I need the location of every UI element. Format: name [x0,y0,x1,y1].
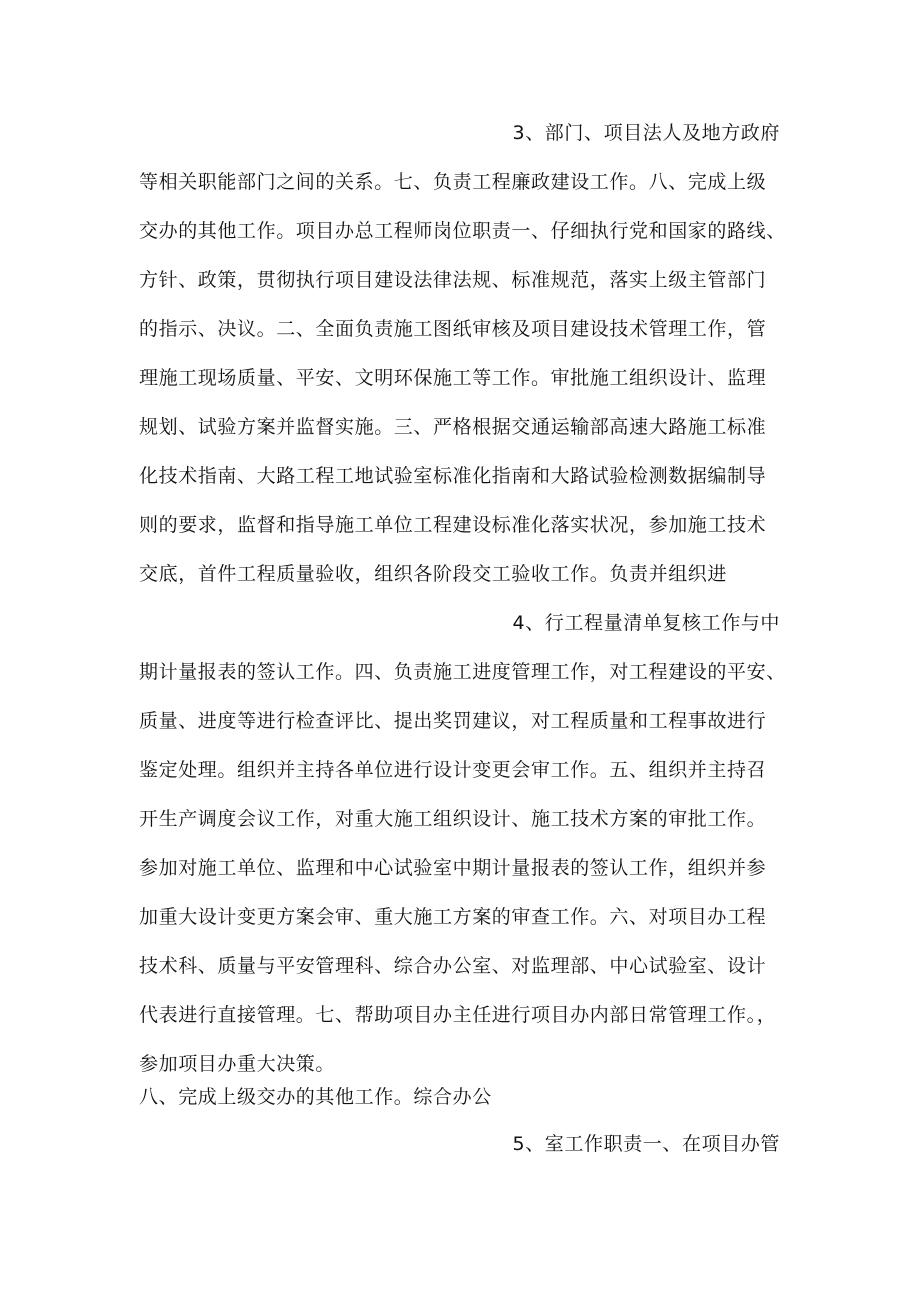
text-line: 交办的其他工作。项目办总工程师岗位职责一、仔细执行党和国家的路线、 [139,220,786,242]
text-line: 八、完成上级交办的其他工作。综合办公 [139,1086,492,1108]
text-line: 的指示、决议。二、全面负责施工图纸审核及项目建设技术管理工作，管 [139,318,767,340]
text-line: 等相关职能部门之间的关系。七、负责工程廉政建设工作。八、完成上级 [139,171,767,193]
text-line: 参加对施工单位、监理和中心试验室中期计量报表的签认工作，组织并参 [139,857,767,879]
text-line: 3、部门、项目法人及地方政府 [512,122,780,144]
text-line: 期计量报表的签认工作。四、负责施工进度管理工作，对工程建设的平安、 [139,661,786,683]
text-line: 化技术指南、大路工程工地试验室标准化指南和大路试验检测数据编制导 [139,465,767,487]
text-line: 开生产调度会议工作，对重大施工组织设计、施工技术方案的审批工作。 [139,808,767,830]
text-line: 质量、进度等进行检查评比、提出奖罚建议，对工程质量和工程事故进行 [139,710,767,732]
text-line: 加重大设计变更方案会审、重大施工方案的审查工作。六、对项目办工程 [139,906,767,928]
text-line: 规划、试验方案并监督实施。三、严格根据交通运输部高速大路施工标准 [139,416,767,438]
text-line: 理施工现场质量、平安、文明环保施工等工作。审批施工组织设计、监理 [139,367,767,389]
text-line: 技术科、质量与平安管理科、综合办公室、对监理部、中心试验室、设计 [139,955,767,977]
text-line: 则的要求，监督和指导施工单位工程建设标准化落实状况，参加施工技术 [139,514,767,536]
text-line: 4、行工程量清单复核工作与中 [512,612,780,634]
text-line: 参加项目办重大决策。 [139,1053,336,1075]
text-line: 5、室工作职责一、在项目办管 [512,1133,780,1155]
text-line: 代表进行直接管理。七、帮助项目办主任进行项目办内部日常管理工作。， [139,1004,777,1026]
text-line: 交底，首件工程质量验收，组织各阶段交工验收工作。负责并组织进 [139,563,728,585]
text-line: 方针、政策，贯彻执行项目建设法律法规、标准规范，落实上级主管部门 [139,269,767,291]
text-line: 鉴定处理。组织并主持各单位进行设计变更会审工作。五、组织并主持召 [139,759,767,781]
